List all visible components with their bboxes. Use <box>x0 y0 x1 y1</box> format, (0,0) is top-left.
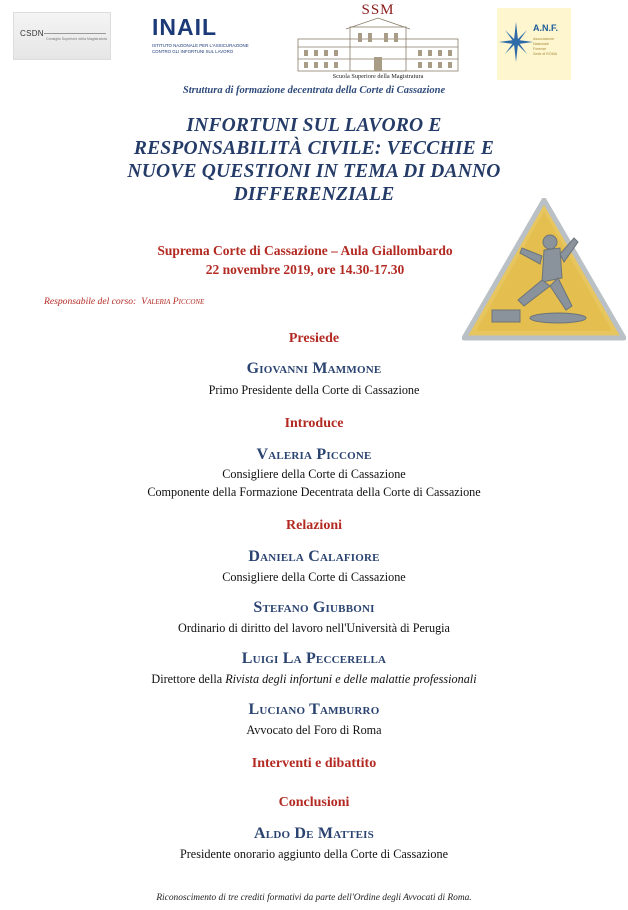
inail-logo-sub-line: CONTRO GLI INFORTUNI SUL LAVORO <box>152 49 234 54</box>
ssm-logo-name: Scuola Superiore della Magistratura <box>332 73 424 80</box>
speaker-name: Luciano Tamburro <box>248 701 380 718</box>
course-manager <box>44 296 204 307</box>
speaker-role: Avvocato del Foro di Roma <box>246 723 382 737</box>
inail-logo-word: INAIL <box>152 14 218 40</box>
event-title-line: NUOVE QUESTIONI IN TEMA DI DANNO <box>127 161 501 182</box>
inail-logo-sub <box>152 43 249 55</box>
event-title-line: INFORTUNI SUL LAVORO E <box>186 115 442 136</box>
section-introduce: Introduce <box>284 416 344 431</box>
ssm-logo-abbr: SSM <box>361 2 395 18</box>
speaker-role: Presidente onorario aggiunto della Corte di Cassazione <box>179 847 449 861</box>
speaker-role: Componente della Formazione Decentrata della Corte di Cassazione <box>147 485 481 499</box>
inail-logo-sub-line: ISTITUTO NAZIONALE PER L'ASSICURAZIONE <box>152 43 249 48</box>
speaker-name: Valeria Piccone <box>256 446 372 463</box>
section-relazioni: Relazioni <box>286 518 342 533</box>
speaker-role: Ordinario di diritto del lavoro nell'Università di Perugia <box>178 621 450 635</box>
credits-footer: Riconoscimento di tre crediti formativi da parte dell'Ordine degli Avvocati di Roma. <box>156 893 472 903</box>
event-title-line: DIFFERENZIALE <box>233 184 395 205</box>
speaker-name: Aldo De Matteis <box>254 825 374 842</box>
ssm-logo <box>290 2 466 82</box>
event-title-line: RESPONSABILITÀ CIVILE: VECCHIE E <box>133 138 495 159</box>
anf-logo-title: A.N.F. <box>533 23 559 33</box>
course-manager-label: Responsabile del corso: <box>44 296 137 307</box>
anf-logo-sub <box>533 37 557 57</box>
speaker-role: Consigliere della Corte di Cassazione <box>222 467 406 481</box>
anf-logo-sub-line: Sede di ROMA <box>533 52 557 56</box>
inail-logo <box>150 14 260 58</box>
csdn-logo <box>13 12 111 60</box>
section-conclusioni: Conclusioni <box>278 795 350 810</box>
anf-logo-sub-line: Associazione <box>533 37 555 41</box>
compass-star-icon <box>499 22 533 62</box>
journal-title: Rivista degli infortuni e delle malattie professionali <box>225 672 477 686</box>
venue-place: Suprema Corte di Cassazione – Aula Giallombardo <box>157 243 453 258</box>
venue-date: 22 novembre 2019, ore 14.30-17.30 <box>205 262 405 277</box>
csdn-logo-sub: Consiglio Superiore della Magistratura <box>46 37 107 41</box>
section-presiede: Presiede <box>288 331 340 346</box>
speaker-name: Luigi La Peccerella <box>241 650 387 667</box>
csdn-logo-mark: CSDN <box>20 29 44 38</box>
speaker-role: Consigliere della Corte di Cassazione <box>222 570 406 584</box>
speaker-role <box>0 672 628 687</box>
course-manager-name: Valeria Piccone <box>141 296 205 307</box>
anf-logo <box>497 8 571 80</box>
section-interventi: Interventi e dibattito <box>251 756 377 771</box>
ssm-building-icon <box>290 17 466 75</box>
speaker-name: Giovanni Mammone <box>246 360 382 377</box>
speaker-name: Daniela Calafiore <box>248 548 380 565</box>
anf-logo-sub-line: Forense <box>533 47 547 51</box>
event-title <box>0 114 628 206</box>
speaker-role-prefix: Direttore della <box>151 672 226 686</box>
speaker-name: Stefano Giubboni <box>253 599 375 616</box>
struttura-subtitle: Struttura di formazione decentrata della Corte di Cassazione <box>182 85 446 96</box>
anf-logo-sub-line: Nazionale <box>533 42 549 46</box>
speaker-role: Primo Presidente della Corte di Cassazione <box>208 383 420 397</box>
csdn-logo-rule <box>44 33 106 34</box>
